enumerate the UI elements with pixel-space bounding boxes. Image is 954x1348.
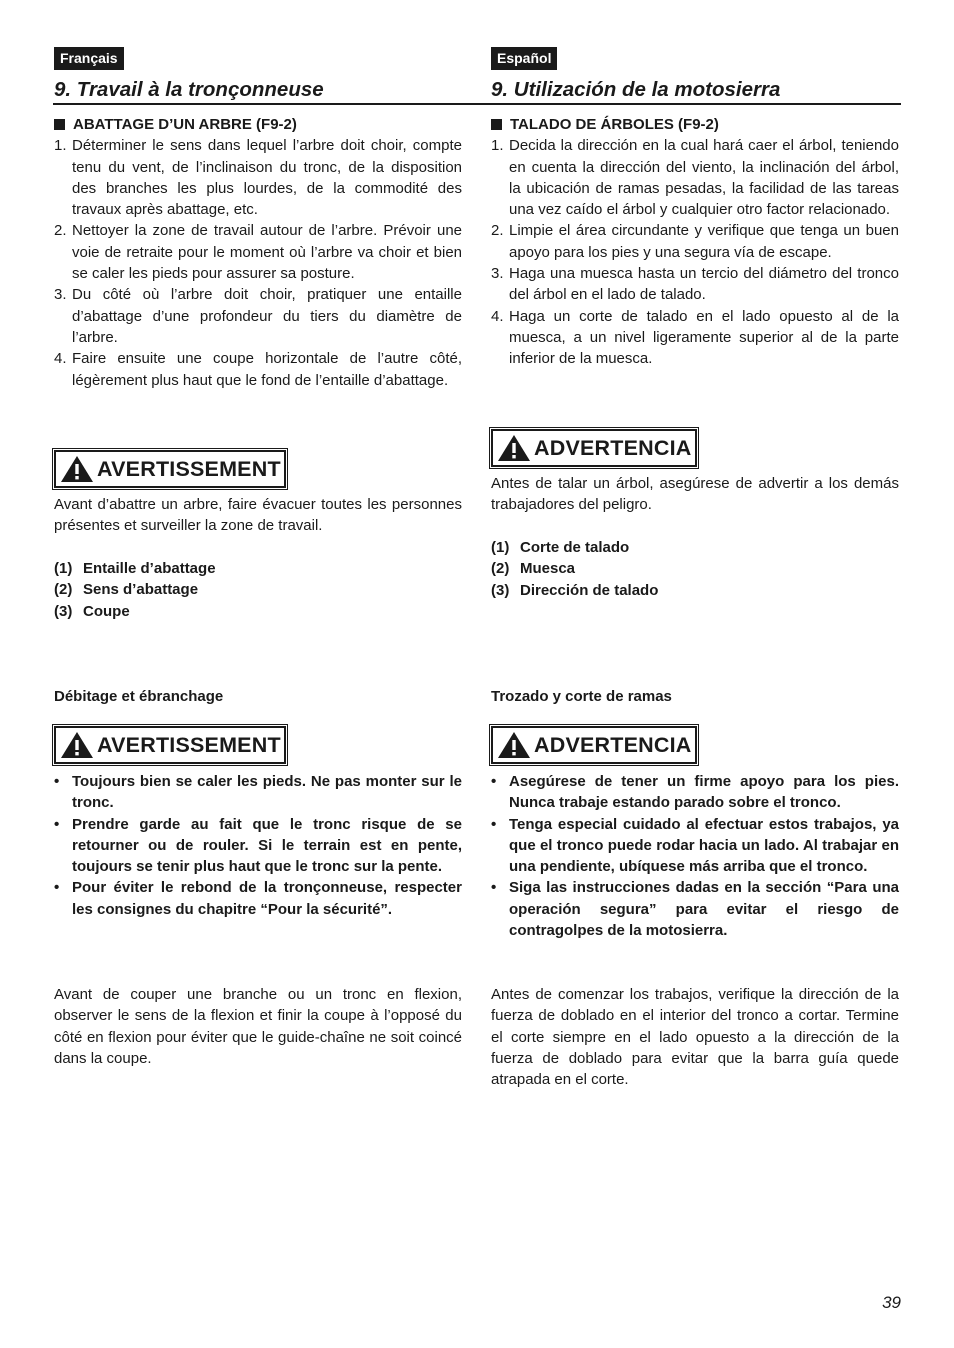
closing-paragraph: Avant de couper une branche ou un tronc en flexion, observer le sens de la flexion et finir la coupe à l’opposé du côté en flexion pour éviter que le guide-chaîne ne soit coincé dans la coupe. bbox=[54, 986, 462, 1067]
list-item: 2. Nettoyer la zone de travail autour de l’arbre. Prévoir une voie de retraite pour le moment où l’arbre va choir et bien se caler les pieds pour assurer sa posture. bbox=[54, 222, 462, 283]
warning-bullets-es bbox=[491, 771, 899, 941]
warning-box bbox=[54, 726, 286, 766]
legend-item: (1) Corte de talado bbox=[491, 539, 630, 556]
legend-item: (1) Entaille d’abattage bbox=[54, 560, 216, 577]
closing-paragraph: Antes de comenzar los trabajos, verifique la dirección de la fuerza de doblado en el interior del tronco a cortar. Termine el corte siempre en el lado opuesto a la dirección de la fuerza de doblado para evitar que la barra guía quede atrapada en el corte. bbox=[491, 986, 899, 1089]
felling-section-fr bbox=[54, 114, 462, 391]
warning-triangle-icon bbox=[59, 454, 95, 484]
felling-section-es bbox=[491, 114, 899, 370]
legend-item: (2) Muesca bbox=[491, 560, 576, 578]
list-item: • Tenga especial cuidado al efectuar estos trabajos, ya que el tronco puede rodar hacia un lado. Al trabajar en una pendiente, ubíquese más arriba que el tronco. bbox=[491, 815, 899, 876]
column-spanish bbox=[491, 47, 899, 103]
list-item: • Asegúrese de tener un firme apoyo para los pies. Nunca trabaje estando parado sobre el tronco. bbox=[491, 773, 899, 812]
subsection-heading: Débitage et ébranchage bbox=[54, 688, 224, 705]
subsection-heading: ABATTAGE D’UN ARBRE (F9-2) bbox=[54, 114, 462, 135]
square-bullet-icon bbox=[491, 119, 502, 130]
warning-label: AVERTISSEMENT bbox=[97, 733, 281, 757]
warning-box bbox=[491, 726, 697, 766]
legend-item: (3) Coupe bbox=[54, 602, 130, 620]
warning-bullets-fr bbox=[54, 771, 462, 920]
legend-item: (3) Dirección de talado bbox=[491, 581, 659, 599]
warning-box bbox=[491, 429, 697, 469]
list-item: • Prendre garde au fait que le tronc risque de se retourner ou de rouler. Si le terrain est en pente, toujours se tenir plus haut que le tronc sur la pente. bbox=[54, 815, 462, 876]
warning-label: ADVERTENCIA bbox=[534, 733, 692, 757]
list-item: • Pour éviter le rebond de la tronçonneuse, respecter les consignes du chapitre “Pour la sécurité”. bbox=[54, 879, 462, 918]
title-rule bbox=[53, 103, 901, 105]
list-item: 1. Déterminer le sens dans lequel l’arbre doit choir, compte tenu du vent, de l’inclinaison du tronc, de la disposition des branches les plus lourdes, de la commodité des travaux après abattage, etc. bbox=[54, 137, 462, 219]
square-bullet-icon bbox=[54, 119, 65, 130]
section-title: 9. Utilización de la motosierra bbox=[491, 78, 781, 101]
warning-triangle-icon bbox=[496, 730, 532, 760]
warning-text: Avant d’abattre un arbre, faire évacuer toutes les personnes présentes et surveiller la zone de travail. bbox=[54, 496, 462, 535]
steps-list bbox=[491, 135, 899, 369]
warning-text: Antes de talar un árbol, asegúrese de advertir a los demás trabajadores del peligro. bbox=[491, 475, 899, 514]
list-item: • Toujours bien se caler les pieds. Ne pas monter sur le tronc. bbox=[54, 773, 462, 812]
list-item: 2. Limpie el área circundante y verifique que tenga un buen apoyo para los pies y una segura vía de escape. bbox=[491, 222, 899, 261]
list-item: 1. Decida la dirección en la cual hará caer el árbol, teniendo en cuenta la dirección del viento, la inclinación del árbol, la ubicación de ramas pesadas, la facilidad de las tareas una vez caído el árbol y cualquier otro factor relacionado. bbox=[491, 137, 899, 219]
list-item: 4. Faire ensuite une coupe horizontale de l’autre côté, légèrement plus haut que le fond de l’entaille d’abattage. bbox=[54, 350, 462, 389]
steps-list bbox=[54, 135, 462, 391]
warning-label: AVERTISSEMENT bbox=[97, 457, 281, 481]
figure-legend bbox=[54, 558, 462, 622]
section-title: 9. Travail à la tronçonneuse bbox=[54, 78, 324, 101]
warning-triangle-icon bbox=[59, 730, 95, 760]
warning-triangle-icon bbox=[496, 433, 532, 463]
subsection-heading: TALADO DE ÁRBOLES (F9-2) bbox=[491, 114, 899, 135]
warning-label: ADVERTENCIA bbox=[534, 436, 692, 460]
legend-item: (2) Sens d’abattage bbox=[54, 581, 199, 599]
list-item: • Siga las instrucciones dadas en la sección “Para una operación segura” para evitar el riesgo de contragolpes de la motosierra. bbox=[491, 879, 899, 940]
subsection-heading: Trozado y corte de ramas bbox=[491, 688, 672, 705]
list-item: 4. Haga un corte de talado en el lado opuesto al de la muesca, a un nivel ligeramente superior al de la parte inferior de la muesca. bbox=[491, 307, 899, 368]
list-item: 3. Haga una muesca hasta un tercio del diámetro del tronco del árbol en el lado de talado. bbox=[491, 265, 899, 304]
figure-legend bbox=[491, 537, 899, 601]
language-tab: Español bbox=[491, 47, 557, 70]
language-tab: Français bbox=[54, 47, 124, 70]
column-french bbox=[54, 47, 462, 103]
page-number: 39 bbox=[882, 1293, 901, 1312]
list-item: 3. Du côté où l’arbre doit choir, pratiquer une entaille d’abattage d’une profondeur du tiers du diamètre de l’arbre. bbox=[54, 286, 462, 346]
warning-box bbox=[54, 450, 286, 490]
